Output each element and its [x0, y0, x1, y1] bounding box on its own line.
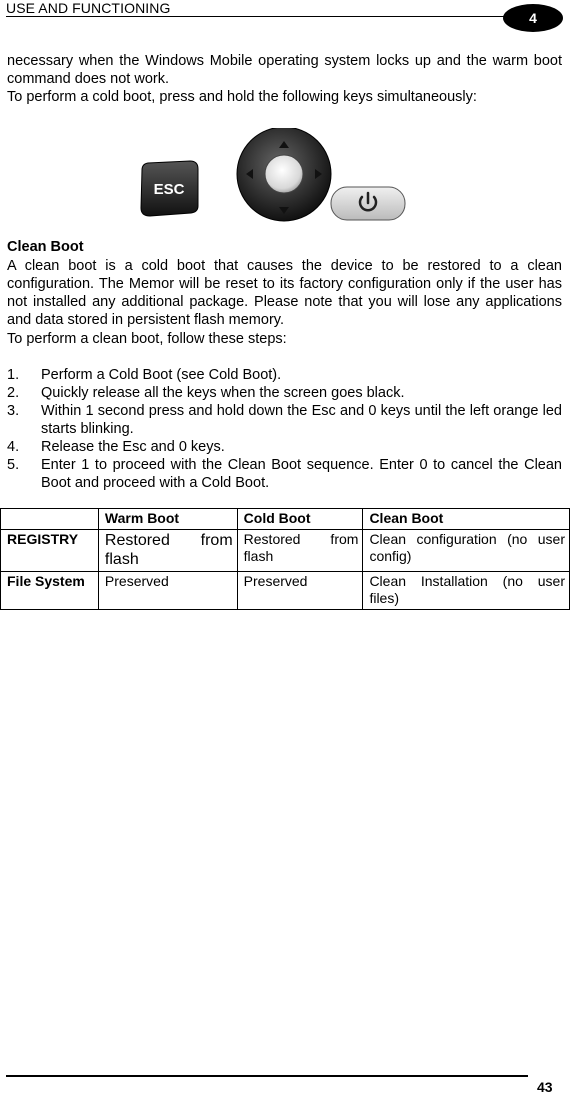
esc-key-label: ESC: [153, 181, 185, 198]
cell-cold: Restored from flash: [237, 530, 363, 572]
table-header-warm-boot: Warm Boot: [98, 509, 237, 530]
table-header-clean-boot: Clean Boot: [363, 509, 570, 530]
row-label-file-system: File System: [1, 572, 99, 610]
table-header-cold-boot: Cold Boot: [237, 509, 363, 530]
clean-boot-steps-intro: To perform a clean boot, follow these steps:: [7, 331, 287, 347]
clean-boot-description: A clean boot is a cold boot that causes the device to be restored to a clean configuration. The Memor will be reset to its factory configuration only if the user has not installed any additional package. Please note that you will lose any applications and data stored in persistent flash memory.: [7, 258, 562, 328]
cell-clean: Clean Installation (no user files): [363, 572, 570, 610]
table-row: [1, 572, 570, 610]
esc-key: [141, 161, 198, 216]
row-label-registry: REGISTRY: [1, 530, 99, 572]
list-item: 4. Release the Esc and 0 keys.: [7, 439, 225, 455]
table-header-row: [1, 509, 570, 530]
list-item: 1. Perform a Cold Boot (see Cold Boot).: [7, 367, 282, 383]
table-header-empty: [1, 509, 99, 530]
cell-warm: Preserved: [98, 572, 237, 610]
list-item: 2. Quickly release all the keys when the screen goes black.: [7, 385, 405, 401]
boot-comparison-table: [0, 508, 570, 610]
chapter-badge: 4: [503, 4, 563, 32]
cell-warm: Restored from flash: [98, 530, 237, 572]
intro-paragraph: necessary when the Windows Mobile operating system locks up and the warm boot command does not work.: [7, 53, 562, 87]
cell-clean: Clean configuration (no user config): [363, 530, 570, 572]
cell-cold: Preserved: [237, 572, 363, 610]
list-item: 5. Enter 1 to proceed with the Clean Boot sequence. Enter 0 to cancel the Clean Boot and proceed with a Cold Boot.: [7, 457, 562, 491]
page-number: 43: [537, 1079, 553, 1095]
cold-boot-keys-figure: [128, 128, 410, 224]
list-item: 3. Within 1 second press and hold down the Esc and 0 keys until the left orange led starts blinking.: [7, 403, 562, 437]
cold-boot-instruction: To perform a cold boot, press and hold the following keys simultaneously:: [7, 89, 477, 105]
table-row: [1, 530, 570, 572]
header-rule: [6, 16, 504, 17]
navigation-pad: [237, 128, 331, 221]
header-title: USE AND FUNCTIONING: [6, 0, 171, 16]
clean-boot-heading: Clean Boot: [7, 239, 84, 255]
footer-rule: [6, 1075, 528, 1077]
power-key: [331, 187, 405, 220]
clean-boot-steps: [7, 366, 562, 492]
